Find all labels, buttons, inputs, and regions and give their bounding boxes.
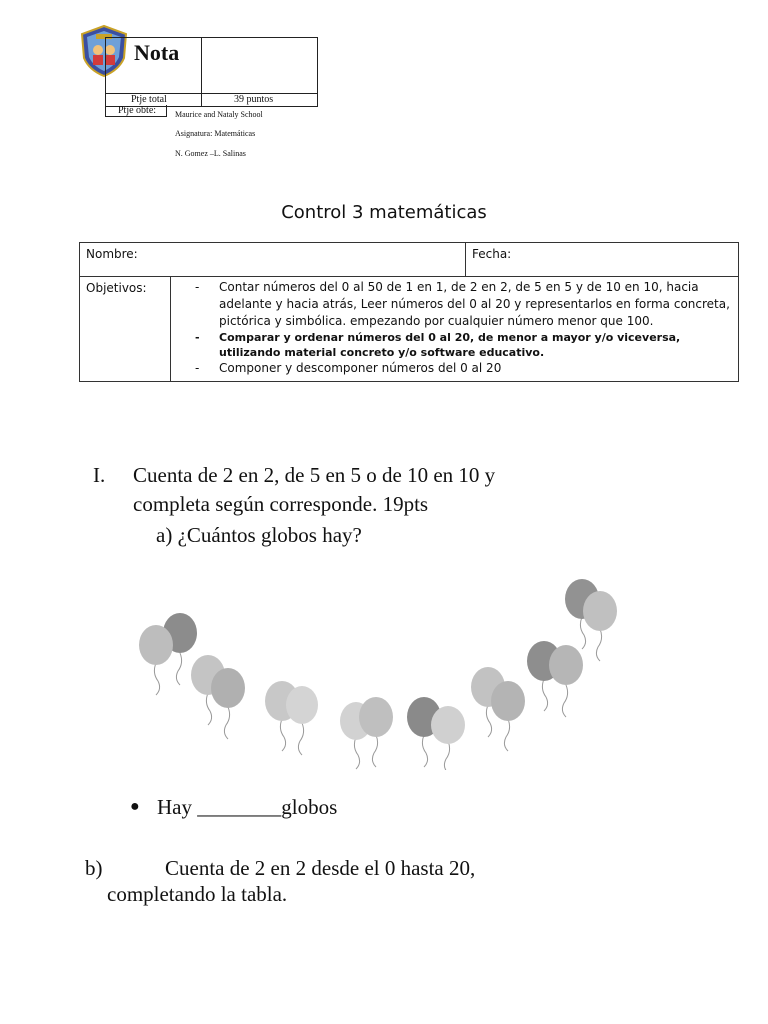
objetivos-label: Objetivos: [86,281,147,295]
objective-text: Componer y descomponer números del 0 al 20 [219,361,502,375]
objectives-list [175,279,734,377]
page-title: Control 3 matemáticas [281,202,487,223]
sub-question-a: a) ¿Cuántos globos hay? [156,523,362,547]
section-line-2: completa según corresponde. 19pts [133,492,429,516]
school-name: Maurice and Nataly School [175,110,263,119]
objetivos-content-cell [171,277,739,382]
ptje-total-value: 39 puntos [234,94,274,105]
section-number: I. [93,463,106,487]
objetivos-label-cell [80,277,171,382]
subject-name: Asignatura: Matemáticas [175,129,256,138]
nota-label: Nota [134,40,180,65]
objective-item: - Contar números del 0 al 50 de 1 en 1, de 2 en 2, de 5 en 5 y de 10 en 10, hacia adelante y hacia atrás, Leer números del 0 al 20 y representarlos en forma concreta, pictórica y simbólica. empezando por cualquier número menor que 100. [195,280,730,328]
ptje-obte-label: Ptje obte: [105,105,167,117]
info-table [79,242,739,382]
fecha-cell[interactable] [466,243,739,277]
objective-text: Comparar y ordenar números del 0 al 20, de menor a mayor y/o viceversa, utilizando material concreto y/o software educativo. [219,331,681,359]
sub-question-b-line-2: completando la tabla. [107,882,288,906]
grade-box [105,37,318,107]
answer-line[interactable]: Hay ________globos [157,795,338,819]
objective-text: Contar números del 0 al 50 de 1 en 1, de 2 en 2, de 5 en 5 y de 10 en 10, hacia adelante y hacia atrás, Leer números del 0 al 20 y representarlos en forma concreta, pictórica y simbólica. empezando por cualquier número menor que 100. [219,280,730,328]
balloons-illustration [130,575,630,770]
teachers-names: N. Gomez –L. Salinas [175,149,246,158]
fecha-label: Fecha: [472,247,512,261]
nombre-cell[interactable] [80,243,466,277]
sub-question-b-label: b) [85,856,103,880]
objective-item: - Comparar y ordenar números del 0 al 20, de menor a mayor y/o viceversa, utilizando material concreto y/o software educativo. [195,331,681,359]
ptje-total-label: Ptje total [131,94,167,105]
sub-question-b-line-1: Cuenta de 2 en 2 desde el 0 hasta 20, [165,856,476,880]
bullet-icon: ● [130,798,140,815]
section-line-1: Cuenta de 2 en 2, de 5 en 5 o de 10 en 10 y [133,463,496,487]
objective-item: - Componer y descomponer números del 0 al 20 [195,361,502,375]
nombre-label: Nombre: [86,247,138,261]
